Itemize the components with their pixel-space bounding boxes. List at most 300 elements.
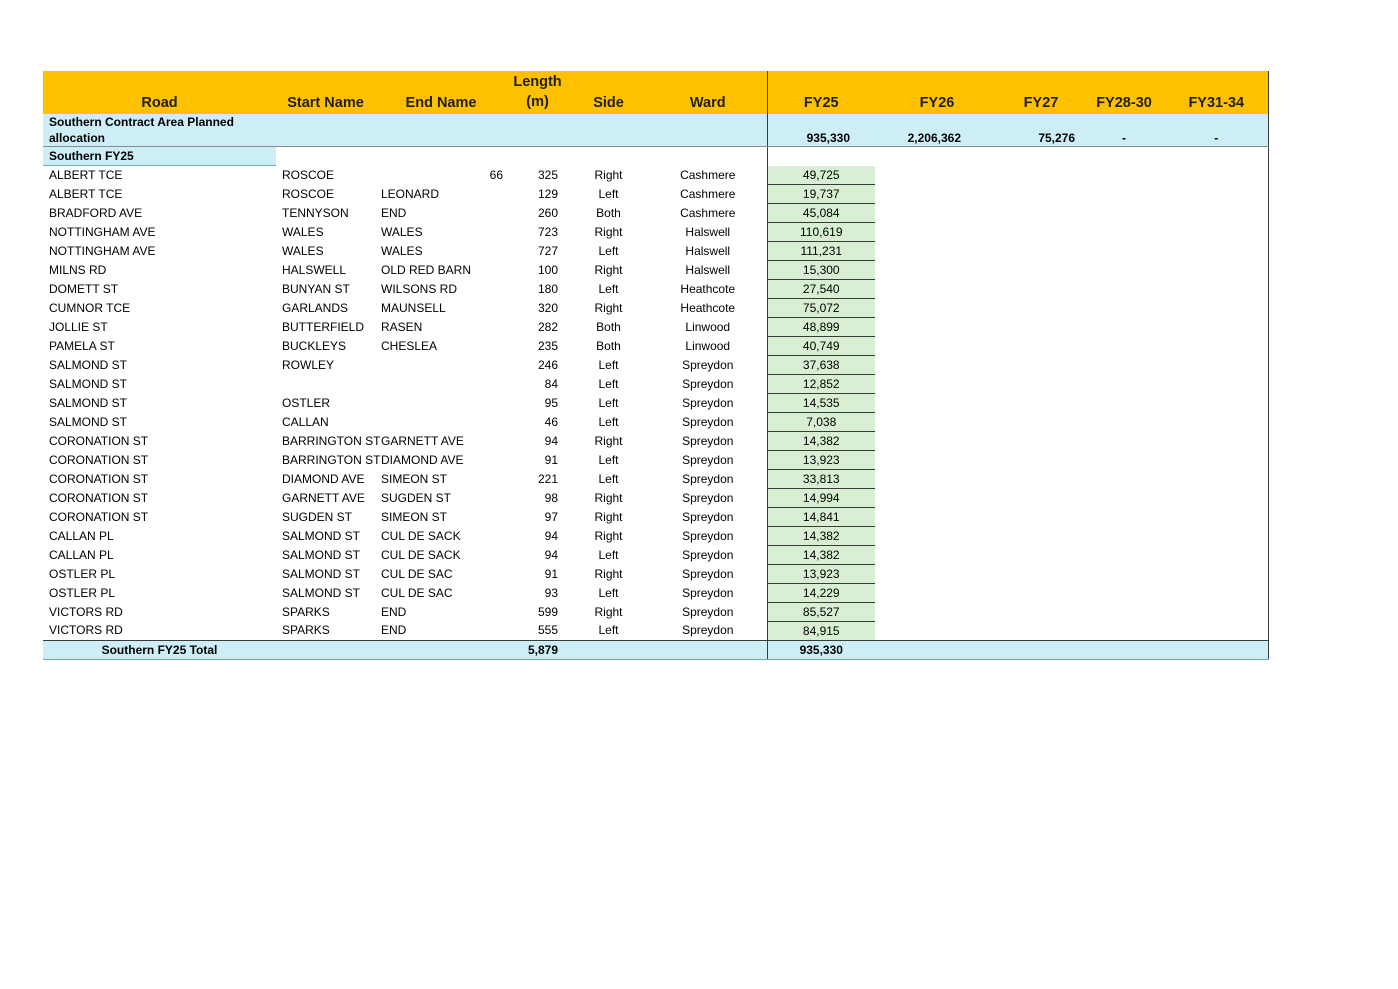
cell-fy25[interactable]: 85,527 [767, 602, 875, 621]
cell-end-number[interactable] [451, 621, 507, 640]
cell-side[interactable]: Left [598, 357, 619, 372]
cell-fy25[interactable]: 37,638 [767, 355, 875, 374]
cell-ward[interactable]: Heathcote [680, 281, 736, 296]
cell-fy27[interactable] [999, 298, 1083, 317]
cell-end-number[interactable] [451, 222, 507, 241]
cell-fy25[interactable]: 13,923 [767, 564, 875, 583]
cell-fy31-34[interactable] [1165, 166, 1268, 185]
cell-fy31-34[interactable] [1165, 298, 1268, 317]
cell-road[interactable]: CORONATION ST [49, 452, 149, 467]
cell-side[interactable]: Right [594, 528, 623, 543]
cell-start-name[interactable]: SUGDEN ST [282, 509, 353, 524]
cell-road[interactable]: CALLAN PL [49, 528, 114, 543]
cell-ward[interactable]: Cashmere [680, 167, 736, 182]
cell-length[interactable]: 100 [537, 262, 559, 277]
cell-fy27[interactable] [999, 317, 1083, 336]
cell-fy26[interactable] [875, 431, 999, 450]
cell-fy28-30[interactable] [1083, 260, 1165, 279]
cell-fy31-34[interactable] [1165, 450, 1268, 469]
cell-end-name[interactable]: WALES [381, 224, 423, 239]
cell-road[interactable]: JOLLIE ST [49, 319, 108, 334]
cell-side[interactable]: Both [596, 338, 621, 353]
cell-end-number[interactable] [451, 355, 507, 374]
allocation-start-cell[interactable] [276, 114, 375, 147]
cell-fy27[interactable] [999, 431, 1083, 450]
cell-fy26[interactable] [875, 355, 999, 374]
cell-road[interactable]: CUMNOR TCE [49, 300, 131, 315]
cell-fy26[interactable] [875, 393, 999, 412]
cell-start-name[interactable]: GARLANDS [282, 300, 349, 315]
cell-fy28-30[interactable] [1083, 393, 1165, 412]
allocation-fy31-34[interactable]: - [1165, 114, 1268, 147]
cell-fy31-34[interactable] [1165, 336, 1268, 355]
header-fy28-30[interactable]: FY28-30 [1083, 71, 1165, 114]
cell-fy26[interactable] [875, 488, 999, 507]
cell-fy28-30[interactable] [1083, 184, 1165, 203]
cell-end-name[interactable] [375, 355, 451, 374]
cell-fy27[interactable] [999, 583, 1083, 602]
cell-fy25[interactable]: 49,725 [767, 166, 875, 185]
cell-fy25[interactable]: 40,749 [767, 336, 875, 355]
cell-length[interactable]: 221 [537, 471, 559, 486]
cell-fy25[interactable]: 13,923 [767, 450, 875, 469]
cell-end-number[interactable] [451, 564, 507, 583]
cell-start-name[interactable]: BUNYAN ST [282, 281, 350, 296]
cell-fy27[interactable] [999, 450, 1083, 469]
section-blank[interactable] [276, 147, 767, 166]
header-road[interactable]: Road [43, 71, 276, 114]
cell-fy28-30[interactable] [1083, 431, 1165, 450]
cell-fy27[interactable] [999, 545, 1083, 564]
cell-road[interactable]: OSTLER PL [49, 566, 116, 581]
cell-fy25[interactable]: 15,300 [767, 260, 875, 279]
cell-length[interactable]: 97 [544, 509, 559, 524]
cell-fy28-30[interactable] [1083, 450, 1165, 469]
cell-end-name[interactable]: SIMEON ST [381, 509, 448, 524]
cell-road[interactable]: ALBERT TCE [49, 186, 123, 201]
cell-fy26[interactable] [875, 260, 999, 279]
cell-length[interactable]: 599 [537, 604, 559, 619]
cell-fy27[interactable] [999, 203, 1083, 222]
total-length[interactable]: 5,879 [507, 640, 568, 659]
cell-ward[interactable]: Spreydon [682, 471, 734, 486]
cell-start-name[interactable]: ROSCOE [282, 186, 335, 201]
cell-ward[interactable]: Spreydon [649, 621, 767, 640]
cell-start-name[interactable]: SALMOND ST [282, 547, 361, 562]
cell-fy31-34[interactable] [1165, 241, 1268, 260]
cell-fy28-30[interactable] [1083, 241, 1165, 260]
cell-start-name[interactable]: ROSCOE [282, 167, 335, 182]
cell-fy26[interactable] [875, 450, 999, 469]
cell-ward[interactable]: Spreydon [682, 547, 734, 562]
cell-end-name[interactable]: DIAMOND AVE [381, 452, 464, 467]
cell-road[interactable]: MILNS RD [49, 262, 107, 277]
cell-ward[interactable]: Linwood [685, 338, 731, 353]
cell-length[interactable]: 235 [537, 338, 559, 353]
cell-fy28-30[interactable] [1083, 222, 1165, 241]
cell-end-name[interactable]: CUL DE SAC [381, 585, 453, 600]
cell-fy26[interactable] [875, 166, 999, 185]
cell-road[interactable]: SALMOND ST [49, 357, 128, 372]
total-end-blank[interactable] [375, 640, 451, 659]
cell-ward[interactable]: Spreydon [682, 433, 734, 448]
cell-road[interactable]: VICTORS RD [43, 621, 276, 640]
cell-end-name[interactable]: OLD RED BARN [381, 262, 472, 277]
total-fy27-blank[interactable] [999, 640, 1083, 659]
cell-fy28-30[interactable] [1083, 166, 1165, 185]
cell-side[interactable]: Right [594, 167, 623, 182]
cell-fy26[interactable] [875, 317, 999, 336]
cell-ward[interactable]: Spreydon [682, 490, 734, 505]
cell-end-number[interactable] [451, 336, 507, 355]
cell-end-name[interactable]: WILSONS RD [381, 281, 458, 296]
cell-road[interactable]: NOTTINGHAM AVE [49, 243, 156, 258]
cell-ward[interactable]: Halswell [685, 262, 731, 277]
cell-fy28-30[interactable] [1083, 564, 1165, 583]
cell-end-number[interactable] [451, 469, 507, 488]
cell-length[interactable]: 325 [537, 167, 559, 182]
cell-length[interactable]: 94 [544, 547, 559, 562]
cell-side[interactable]: Left [598, 414, 619, 429]
header-fy31-34[interactable]: FY31-34 [1165, 71, 1268, 114]
cell-fy28-30[interactable] [1083, 526, 1165, 545]
cell-road[interactable]: ALBERT TCE [49, 168, 123, 182]
cell-length[interactable]: 723 [537, 224, 559, 239]
cell-fy27[interactable] [999, 279, 1083, 298]
cell-length[interactable]: 129 [537, 186, 559, 201]
total-label[interactable]: Southern FY25 Total [43, 640, 276, 659]
cell-ward[interactable]: Spreydon [682, 376, 734, 391]
cell-fy28-30[interactable] [1083, 621, 1165, 640]
allocation-length-cell[interactable] [507, 114, 568, 147]
cell-length[interactable]: 246 [537, 357, 559, 372]
cell-side[interactable]: Right [594, 433, 623, 448]
cell-fy28-30[interactable] [1083, 412, 1165, 431]
cell-fy27[interactable] [999, 488, 1083, 507]
cell-start-name[interactable]: DIAMOND AVE [282, 471, 365, 486]
cell-ward[interactable]: Spreydon [682, 604, 734, 619]
cell-fy28-30[interactable] [1083, 298, 1165, 317]
cell-fy25[interactable]: 110,619 [767, 222, 875, 241]
cell-side[interactable]: Right [594, 604, 623, 619]
cell-start-name[interactable]: SALMOND ST [282, 528, 361, 543]
cell-end-name[interactable]: MAUNSELL [381, 300, 446, 315]
cell-start-name[interactable]: BARRINGTON ST [282, 452, 381, 467]
cell-ward[interactable]: Spreydon [682, 585, 734, 600]
cell-side[interactable]: Right [594, 224, 623, 239]
header-start-name[interactable]: Start Name [276, 71, 375, 114]
cell-end-number[interactable] [451, 279, 507, 298]
cell-ward[interactable]: Cashmere [680, 205, 736, 220]
cell-start-name[interactable]: OSTLER [282, 395, 331, 410]
cell-length[interactable]: 93 [544, 585, 559, 600]
cell-end-number[interactable] [451, 412, 507, 431]
cell-ward[interactable]: Spreydon [682, 528, 734, 543]
header-side[interactable]: Side [568, 71, 649, 114]
cell-end-number[interactable] [451, 184, 507, 203]
cell-ward[interactable]: Halswell [685, 243, 731, 258]
cell-side[interactable]: Left [598, 376, 619, 391]
cell-end-name[interactable]: CUL DE SACK [381, 547, 461, 562]
cell-length[interactable]: 282 [537, 319, 559, 334]
cell-fy28-30[interactable] [1083, 545, 1165, 564]
cell-side[interactable]: Right [594, 300, 623, 315]
cell-side[interactable]: Both [596, 205, 621, 220]
cell-road[interactable]: CORONATION ST [49, 433, 149, 448]
cell-ward[interactable]: Spreydon [682, 357, 734, 372]
cell-length[interactable]: 95 [544, 395, 559, 410]
cell-start-name[interactable]: CALLAN [282, 414, 329, 429]
cell-end-number[interactable] [451, 241, 507, 260]
cell-start-name[interactable]: SPARKS [276, 621, 375, 640]
section-future-blank[interactable] [875, 147, 1165, 166]
cell-fy26[interactable] [875, 507, 999, 526]
cell-fy27[interactable] [999, 355, 1083, 374]
cell-fy28-30[interactable] [1083, 602, 1165, 621]
cell-fy25[interactable]: 7,038 [767, 412, 875, 431]
cell-fy28-30[interactable] [1083, 336, 1165, 355]
cell-fy31-34[interactable] [1165, 583, 1268, 602]
cell-side[interactable]: Right [594, 490, 623, 505]
cell-fy31-34[interactable] [1165, 355, 1268, 374]
cell-end-name[interactable]: END [375, 621, 451, 640]
allocation-side-cell[interactable] [568, 114, 649, 147]
cell-ward[interactable]: Spreydon [682, 414, 734, 429]
cell-fy25[interactable]: 12,852 [767, 374, 875, 393]
cell-fy25[interactable]: 14,382 [767, 431, 875, 450]
cell-fy27[interactable] [999, 166, 1083, 185]
cell-fy31-34[interactable] [1165, 526, 1268, 545]
cell-fy26[interactable] [875, 241, 999, 260]
cell-road[interactable]: CALLAN PL [49, 547, 114, 562]
header-fy27[interactable]: FY27 [999, 71, 1083, 114]
cell-fy26[interactable] [875, 279, 999, 298]
cell-fy31-34[interactable] [1165, 564, 1268, 583]
cell-road[interactable]: BRADFORD AVE [49, 205, 143, 220]
cell-fy28-30[interactable] [1083, 203, 1165, 222]
cell-fy31-34[interactable] [1165, 260, 1268, 279]
cell-fy25[interactable]: 33,813 [767, 469, 875, 488]
cell-fy31-34[interactable] [1165, 203, 1268, 222]
total-ward-blank[interactable] [649, 640, 767, 659]
cell-fy27[interactable] [999, 469, 1083, 488]
cell-side[interactable]: Left [598, 471, 619, 486]
cell-end-name[interactable]: LEONARD [381, 186, 440, 201]
cell-side[interactable]: Left [598, 243, 619, 258]
cell-fy31-34[interactable] [1165, 374, 1268, 393]
cell-fy26[interactable] [875, 526, 999, 545]
cell-end-name[interactable]: CUL DE SACK [381, 528, 461, 543]
cell-fy26[interactable] [875, 222, 999, 241]
cell-end-number[interactable] [451, 317, 507, 336]
cell-start-name[interactable]: ROWLEY [282, 357, 335, 372]
total-extra-blank[interactable] [451, 640, 507, 659]
cell-ward[interactable]: Spreydon [682, 452, 734, 467]
cell-start-name[interactable]: WALES [282, 243, 324, 258]
cell-fy25[interactable]: 75,072 [767, 298, 875, 317]
cell-fy28-30[interactable] [1083, 469, 1165, 488]
cell-fy28-30[interactable] [1083, 317, 1165, 336]
cell-fy31-34[interactable] [1165, 184, 1268, 203]
cell-fy26[interactable] [875, 602, 999, 621]
cell-end-name[interactable]: END [381, 604, 407, 619]
cell-side[interactable]: Both [596, 319, 621, 334]
cell-road[interactable]: CORONATION ST [49, 471, 149, 486]
cell-fy25[interactable]: 111,231 [767, 241, 875, 260]
cell-fy27[interactable] [999, 336, 1083, 355]
cell-ward[interactable]: Halswell [685, 224, 731, 239]
cell-fy27[interactable] [999, 507, 1083, 526]
cell-end-number[interactable] [451, 298, 507, 317]
cell-fy28-30[interactable] [1083, 507, 1165, 526]
section-fy25-blank[interactable] [767, 147, 875, 166]
section-fy31-blank[interactable] [1165, 147, 1268, 166]
cell-length[interactable]: 555 [507, 621, 568, 640]
cell-ward[interactable]: Heathcote [680, 300, 736, 315]
cell-end-name[interactable]: RASEN [381, 319, 423, 334]
cell-fy25[interactable]: 14,382 [767, 526, 875, 545]
cell-length[interactable]: 320 [537, 300, 559, 315]
cell-end-name[interactable] [375, 393, 451, 412]
cell-start-name[interactable]: SPARKS [282, 604, 330, 619]
cell-fy26[interactable] [875, 203, 999, 222]
cell-start-name[interactable]: BARRINGTON ST [282, 433, 381, 448]
cell-start-name[interactable]: TENNYSON [282, 205, 349, 220]
cell-end-name[interactable]: WALES [381, 243, 423, 258]
cell-side[interactable]: Left [598, 547, 619, 562]
cell-fy27[interactable] [999, 526, 1083, 545]
header-ward[interactable]: Ward [649, 71, 767, 114]
cell-start-name[interactable]: WALES [282, 224, 324, 239]
cell-road[interactable]: SALMOND ST [49, 414, 128, 429]
total-fy26-blank[interactable] [875, 640, 999, 659]
cell-fy25[interactable]: 14,229 [767, 583, 875, 602]
cell-fy26[interactable] [875, 298, 999, 317]
cell-end-number[interactable] [451, 203, 507, 222]
cell-fy31-34[interactable] [1165, 507, 1268, 526]
cell-road[interactable]: OSTLER PL [49, 585, 116, 600]
cell-fy26[interactable] [875, 374, 999, 393]
cell-fy31-34[interactable] [1165, 279, 1268, 298]
cell-start-name[interactable]: HALSWELL [282, 262, 347, 277]
cell-fy27[interactable] [999, 621, 1083, 640]
cell-road[interactable]: VICTORS RD [49, 604, 123, 619]
cell-fy26[interactable] [875, 336, 999, 355]
cell-side[interactable]: Left [598, 395, 619, 410]
section-label[interactable]: Southern FY25 [43, 147, 276, 166]
cell-end-number[interactable] [451, 602, 507, 621]
header-fy25[interactable]: FY25 [767, 71, 875, 114]
cell-end-name[interactable] [375, 166, 451, 185]
cell-end-number[interactable] [451, 393, 507, 412]
cell-fy28-30[interactable] [1083, 279, 1165, 298]
cell-start-name[interactable]: GARNETT AVE [282, 490, 365, 505]
cell-side[interactable]: Right [594, 509, 623, 524]
cell-fy31-34[interactable] [1165, 488, 1268, 507]
cell-fy27[interactable] [999, 412, 1083, 431]
cell-fy26[interactable] [875, 412, 999, 431]
cell-fy25[interactable]: 14,841 [767, 507, 875, 526]
cell-length[interactable]: 84 [544, 376, 559, 391]
cell-start-name[interactable]: SALMOND ST [282, 566, 361, 581]
cell-length[interactable]: 260 [537, 205, 559, 220]
cell-start-name[interactable] [276, 374, 375, 393]
cell-ward[interactable]: Cashmere [680, 186, 736, 201]
cell-road[interactable]: DOMETT ST [49, 281, 119, 296]
cell-start-name[interactable]: BUCKLEYS [282, 338, 347, 353]
allocation-fy25[interactable]: 935,330 [767, 114, 875, 147]
cell-ward[interactable]: Spreydon [682, 509, 734, 524]
cell-fy31-34[interactable] [1165, 431, 1268, 450]
cell-ward[interactable]: Linwood [685, 319, 731, 334]
cell-fy26[interactable] [875, 564, 999, 583]
cell-fy27[interactable] [999, 222, 1083, 241]
cell-fy25[interactable]: 48,899 [767, 317, 875, 336]
allocation-ward-cell[interactable] [649, 114, 767, 147]
cell-fy26[interactable] [875, 545, 999, 564]
cell-end-number[interactable] [451, 583, 507, 602]
cell-length[interactable]: 91 [544, 566, 559, 581]
cell-road[interactable]: SALMOND ST [49, 376, 128, 391]
cell-fy31-34[interactable] [1165, 621, 1268, 640]
cell-fy27[interactable] [999, 241, 1083, 260]
cell-fy25[interactable]: 14,382 [767, 545, 875, 564]
cell-length[interactable]: 91 [544, 452, 559, 467]
cell-end-number[interactable] [451, 488, 507, 507]
cell-start-name[interactable]: SALMOND ST [282, 585, 361, 600]
cell-end-name[interactable]: SUGDEN ST [381, 490, 452, 505]
cell-ward[interactable]: Spreydon [682, 395, 734, 410]
cell-side[interactable]: Right [594, 262, 623, 277]
cell-fy28-30[interactable] [1083, 488, 1165, 507]
cell-fy26[interactable] [875, 469, 999, 488]
cell-road[interactable]: SALMOND ST [49, 395, 128, 410]
cell-fy26[interactable] [875, 621, 999, 640]
cell-side[interactable]: Left [598, 281, 619, 296]
cell-road[interactable]: CORONATION ST [49, 509, 149, 524]
cell-road[interactable]: NOTTINGHAM AVE [49, 224, 156, 239]
cell-fy25[interactable]: 84,915 [767, 621, 875, 640]
cell-fy31-34[interactable] [1165, 412, 1268, 431]
cell-fy28-30[interactable] [1083, 374, 1165, 393]
cell-side[interactable]: Left [598, 585, 619, 600]
cell-end-name[interactable]: CUL DE SAC [381, 566, 453, 581]
cell-fy27[interactable] [999, 393, 1083, 412]
allocation-fy28-30[interactable]: - [1083, 114, 1165, 147]
total-side-blank[interactable] [568, 640, 649, 659]
cell-fy25[interactable]: 14,994 [767, 488, 875, 507]
cell-end-name[interactable] [375, 374, 451, 393]
cell-end-name[interactable]: END [381, 205, 407, 220]
cell-side[interactable]: Left [598, 186, 619, 201]
cell-fy25[interactable]: 14,535 [767, 393, 875, 412]
cell-fy31-34[interactable] [1165, 545, 1268, 564]
cell-fy26[interactable] [875, 184, 999, 203]
cell-fy31-34[interactable] [1165, 222, 1268, 241]
cell-fy28-30[interactable] [1083, 355, 1165, 374]
cell-length[interactable]: 98 [544, 490, 559, 505]
cell-start-name[interactable]: BUTTERFIELD [282, 319, 365, 334]
total-fy25[interactable]: 935,330 [767, 640, 875, 659]
cell-fy31-34[interactable] [1165, 602, 1268, 621]
cell-length[interactable]: 727 [537, 243, 559, 258]
cell-length[interactable]: 180 [537, 281, 559, 296]
cell-fy27[interactable] [999, 184, 1083, 203]
cell-fy25[interactable]: 19,737 [767, 184, 875, 203]
allocation-fy26[interactable]: 2,206,362 [875, 114, 999, 147]
allocation-label[interactable]: Southern Contract Area Planned allocation [43, 114, 276, 147]
cell-end-name[interactable]: GARNETT AVE [381, 433, 464, 448]
